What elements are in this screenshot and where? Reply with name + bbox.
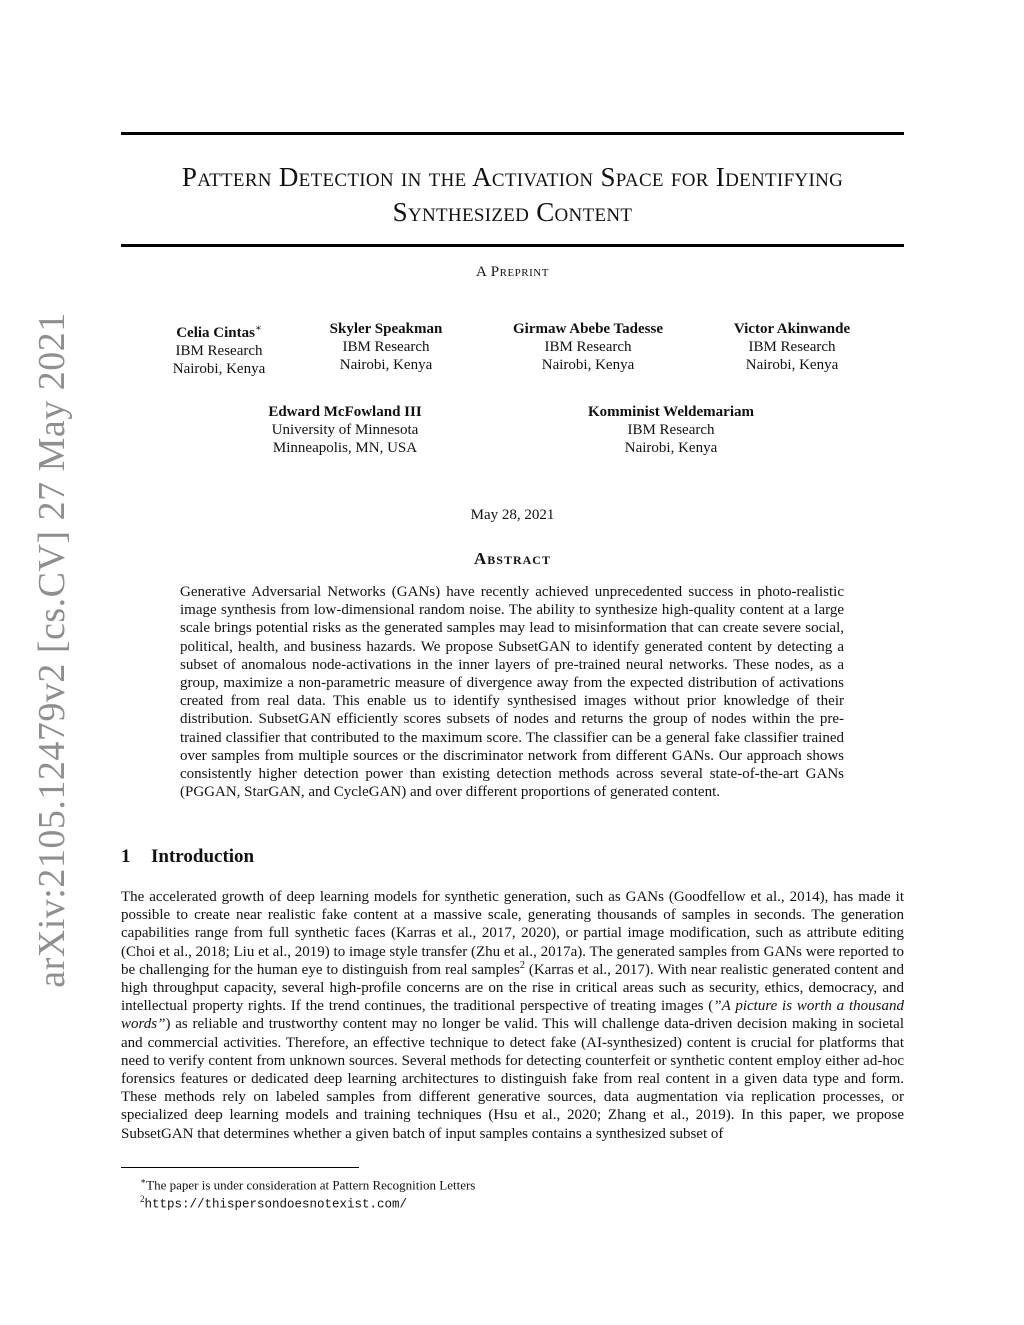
footnote-mark: 2 xyxy=(140,1194,145,1204)
introduction-paragraph: The accelerated growth of deep learning models for synthetic generation, such as GANs (Goodfellow et al., 2014), has made it possible to create near realistic fake content at a massive scale, generating thousands of samples in seconds. The generation capabilities range from full synthetic faces (Karras et al., 2017, 2020), or partial image modification, such as attribute editing (Choi et al., 2018; Liu et al., 2019) to image style transfer (Zhu et al., 2017a). The generated samples from GANs were reported to be challenging for the human eye to distinguish from real samples$^2$ (Karras et al., 2017). With near realistic generated content and high throughput capacity, several high-profile concerns are on the rise in critical areas such as security, ethics, democracy, and intellectual property rights. If the trend continues, the traditional perspective of treating images (”A picture is worth a thousand words”) as reliable and trustworthy content may no longer be valid. This will challenge data-driven decision making in societal and commercial activities. Therefore, an effective technique to detect fake (AI-synthesized) content is crucial for platforms that need to verify content from unknown sources. Several methods for detecting counterfeit or synthetic content employ either ad-hoc forensics features or dedicated deep learning architectures to distinguish fake from real content in a given data type and form. These methods rely on labeled samples from different generative sources, data augmentation via replication processes, or specialized deep learning models and training techniques (Hsu et al., 2020; Zhang et al., 2019). In this paper, we propose SubsetGAN that determines whether a given batch of input samples contains a synthesized subset of xyxy=(121,889,905,1142)
author-location: Nairobi, Kenya xyxy=(745,357,839,373)
footnote xyxy=(140,1191,407,1212)
author-footnote-mark: ∗ xyxy=(254,323,262,334)
author-affiliation: IBM Research xyxy=(748,339,836,355)
author-location: Nairobi, Kenya xyxy=(339,357,433,373)
footnote-mark: ∗ xyxy=(140,1176,147,1186)
abstract-text: Generative Adversarial Networks (GANs) have recently achieved unprecedented success in photo-realistic image synthesis from low-dimensional random noise. The ability to synthesize high-quality content at a large scale brings potential risks as the generated samples may lead to misinformation that can create severe social, political, health, and business hazards. We propose SubsetGAN to identify generated content by detecting a subset of anomalous node-activations in the inner layers of pre-trained neural networks. These nodes, as a group, maximize a non-parametric measure of divergence away from the expected distribution of activations created from real data. This enable us to identify synthesised images without prior knowledge of their distribution. SubsetGAN efficiently scores subsets of nodes and returns the group of nodes within the pre-trained classifier that contributed to the maximum score. The classifier can be a general fake classifier trained over samples from multiple sources or the discriminator network from different GANs. Our approach shows consistently higher detection power than existing detection methods across several state-of-the-art GANs (PGGAN, StarGAN, and CycleGAN) and over different proportions of generated content. xyxy=(180,584,844,801)
author-location: Nairobi, Kenya xyxy=(172,361,266,377)
quoted-phrase: ”A picture is worth a thousand words” xyxy=(121,998,904,1033)
footnote-reference: 2 xyxy=(519,959,525,971)
publication-date: May 28, 2021 xyxy=(470,507,555,523)
author-name: Celia Cintas∗ xyxy=(176,323,262,341)
paper-title: Pattern Detection in the Activation Space for Identifying Synthesized Content xyxy=(181,162,844,227)
footnote: ∗The paper is under consideration at Pattern Recognition Letters xyxy=(140,1176,476,1193)
footnote-url[interactable]: https://thispersondoesnotexist.com/ xyxy=(144,1197,408,1212)
author-block xyxy=(173,320,265,378)
author-block xyxy=(268,403,421,457)
author-name: Victor Akinwande xyxy=(733,321,851,337)
author-name: Komminist Weldemariam xyxy=(588,404,754,420)
preprint-label: A Preprint xyxy=(476,264,549,280)
section-heading xyxy=(121,846,254,868)
author-block xyxy=(588,403,754,457)
author-affiliation: IBM Research xyxy=(342,339,430,355)
author-name: Skyler Speakman xyxy=(329,321,443,337)
abstract-heading: Abstract xyxy=(474,549,551,568)
title-rule-bottom xyxy=(121,244,904,247)
section-number: 1 xyxy=(121,846,131,867)
author-block xyxy=(734,320,850,374)
author-affiliation: University of Minnesota xyxy=(271,422,419,438)
arxiv-identifier: arXiv:2105.12479v2 [cs.CV] 27 May 2021 xyxy=(31,312,73,988)
author-name: Girmaw Abebe Tadesse xyxy=(512,321,664,337)
author-affiliation: IBM Research xyxy=(544,339,632,355)
author-location: Nairobi, Kenya xyxy=(624,440,718,456)
author-affiliation: IBM Research xyxy=(175,343,263,359)
author-name: Edward McFowland III xyxy=(268,404,422,420)
author-location: Nairobi, Kenya xyxy=(541,357,635,373)
author-location: Minneapolis, MN, USA xyxy=(272,440,418,456)
footnote-rule xyxy=(121,1167,359,1168)
title-rule-top xyxy=(121,132,904,135)
author-block xyxy=(330,320,443,374)
section-title: Introduction xyxy=(151,846,255,867)
author-affiliation: IBM Research xyxy=(627,422,715,438)
author-block xyxy=(513,320,663,374)
